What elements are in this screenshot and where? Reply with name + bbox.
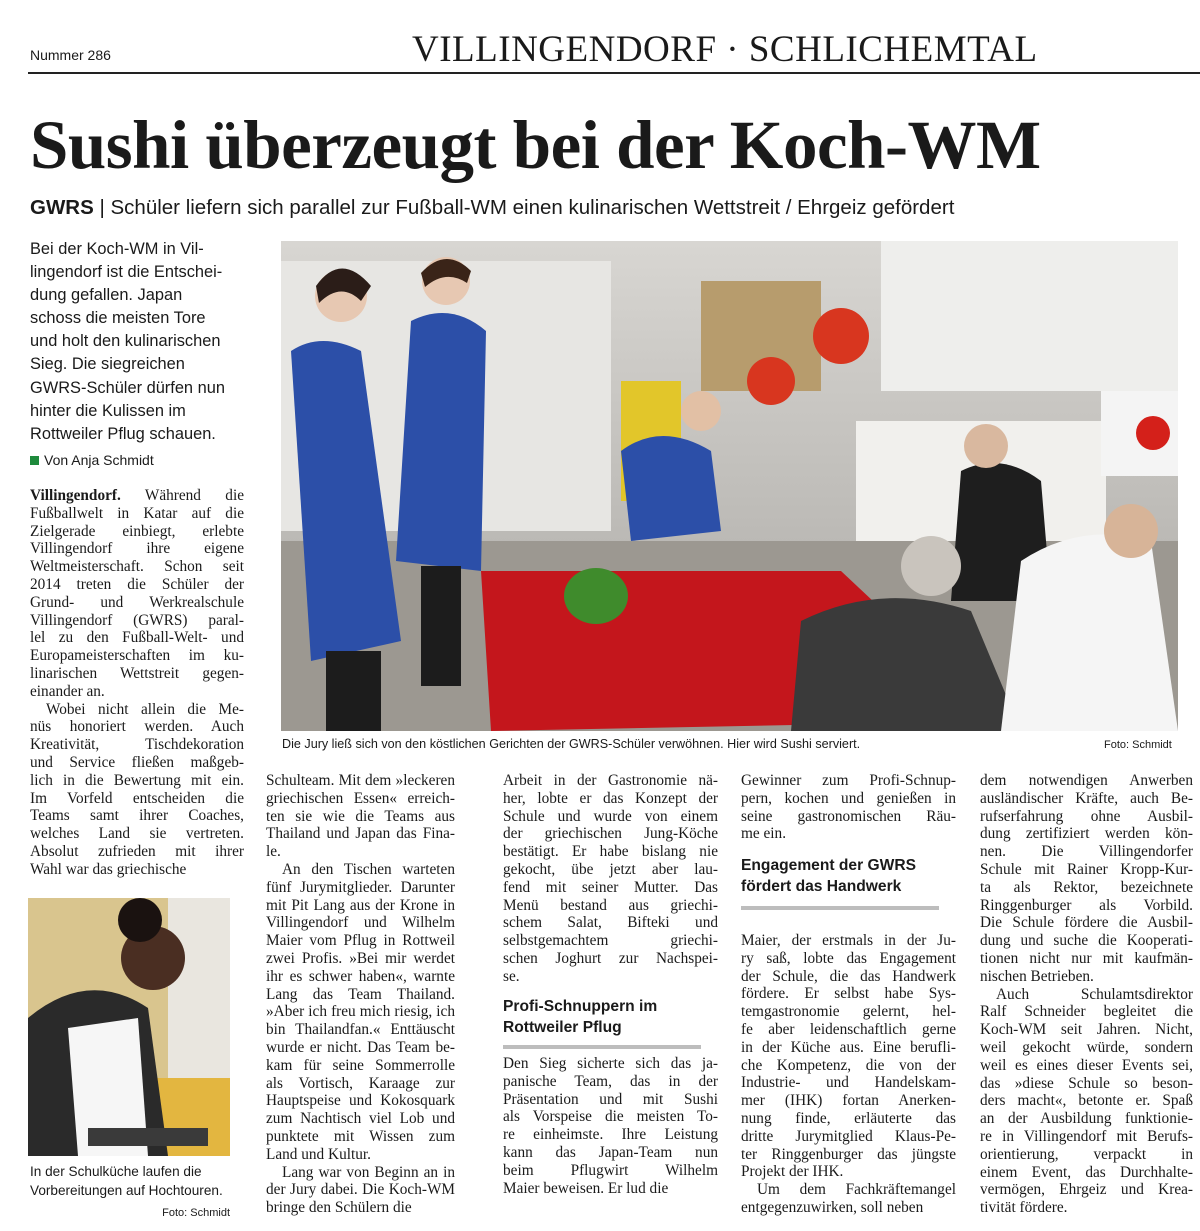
text-line: in der Küche aus. Eine berufli-	[741, 1038, 956, 1056]
lead-line: Sieg. Die siegreichen	[30, 355, 185, 374]
text-line: Um dem Fachkräftemangel	[757, 1181, 956, 1199]
text-line: fe aber leidenschaftlich gerne	[741, 1020, 956, 1038]
secondary-photo	[28, 898, 230, 1156]
section-title: VILLINGENDORF · SCHLICHEMTAL	[412, 29, 1038, 70]
text-line: dung und suche die Kooperati-	[980, 932, 1193, 950]
text-line: Gewinner zum Profi-Schnup-	[741, 772, 956, 789]
subheading-line: Rottweiler Pflug	[503, 1019, 622, 1036]
text-line: Europameisterschaften im ku-	[30, 647, 244, 665]
text-line: Schule mit Rainer Kropp-Kur-	[980, 860, 1193, 878]
text-line: der griechischen Jung-Köche	[503, 825, 718, 843]
text-line: Auch Schulamtsdirektor	[996, 985, 1193, 1003]
subheading-line: fördert das Handwerk	[741, 878, 902, 895]
text-line: Industrie- und Handelskam-	[741, 1074, 956, 1092]
text-line: lich in die Bewertung mit ein.	[30, 771, 244, 789]
text-line: tivität fördere.	[980, 1199, 1068, 1217]
text-line: ten sie wie die Teams aus	[266, 807, 455, 825]
text-line: ta als Rektor, bezeichnete	[980, 878, 1193, 896]
byline-text: Von Anja Schmidt	[44, 452, 154, 468]
text-line: nen. Die Villingendorfer	[980, 843, 1193, 861]
text-line: le.	[266, 843, 281, 861]
text-line: Schulteam. Mit dem »leckeren	[266, 772, 455, 789]
lead-line: Rottweiler Pflug schauen.	[30, 424, 216, 443]
text-line: einem Event, das Durchhalte-	[980, 1163, 1193, 1181]
text-line: ausländischer Kräfte, auch Be-	[980, 789, 1193, 807]
text-line: Fußballwelt in Katar auf die	[30, 504, 244, 522]
subheading-line: Profi-Schnuppern im	[503, 998, 658, 1015]
text-line: linarischen Wettstreit gegen-	[30, 664, 244, 682]
text-line: Villingendorf. Während die	[30, 487, 244, 504]
text-line: Kreativität, Tischdekoration	[30, 736, 244, 754]
lead-line: lingendorf ist die Entschei-	[30, 263, 223, 282]
text-line: beim Pflugwirt Wilhelm	[503, 1161, 718, 1179]
text-line: Arbeit in der Gastronomie nä-	[503, 772, 718, 789]
subheading-rule	[741, 906, 939, 910]
text-line: Im Vorfeld entscheiden die	[30, 789, 244, 807]
byline	[30, 452, 154, 468]
text-line: bestätigt. Er habe bislang nie	[503, 843, 718, 861]
text-line: ter Ringgenburger das jüngste	[741, 1145, 956, 1163]
lead-paragraph	[30, 238, 246, 446]
text-line: Teams samt ihrer Coaches,	[30, 807, 244, 825]
text-line: griechischen Essen« erreich-	[266, 789, 455, 807]
text-line: re einheimste. Ihre Leistung	[503, 1126, 718, 1144]
text-line: temgastronomie gelernt, hel-	[741, 1003, 956, 1021]
text-line: der Schule, die das Handwerk	[741, 967, 956, 985]
text-line: weil es eines dieser Events sei,	[980, 1056, 1193, 1074]
text-line: lel zu den Fußball-Welt- und	[30, 629, 244, 647]
text-line: Ringgenburger als Vorbild.	[980, 896, 1193, 914]
text-line: Absolut zufrieden mit ihrer	[30, 842, 244, 860]
column-2	[266, 772, 455, 1217]
text-line: dem notwendigen Anwerben	[980, 772, 1193, 789]
text-line: nischen Betrieben.	[980, 967, 1094, 985]
text-line: Präsentation und mit Sushi	[503, 1090, 718, 1108]
text-line: rufserfahrung ohne Ausbil-	[980, 807, 1193, 825]
text-line: kann das Japan-Team nun	[503, 1143, 718, 1161]
text-line: Thailand und Japan das Fina-	[266, 825, 455, 843]
text-line: mer (IHK) fortan Anerken-	[741, 1092, 956, 1110]
text-line: punktete mit Wissen zum	[266, 1127, 455, 1145]
column-1	[30, 487, 244, 879]
column-5	[980, 772, 1193, 1217]
text-line: Villingendorf ihre eigene	[30, 540, 244, 558]
text-line: seine gastronomischen Räu-	[741, 807, 956, 825]
text-line: 2014 treten die Schüler der	[30, 575, 244, 593]
text-line: Land und Kultur.	[266, 1145, 371, 1163]
text-line: Die Schule fördere die Ausbil-	[980, 914, 1193, 932]
text-line: Den Sieg sicherte sich das ja-	[503, 1055, 718, 1072]
text-line: tionen nicht nur mit kaufmän-	[980, 949, 1193, 967]
text-line: wurde er nicht. Das Team be-	[266, 1038, 455, 1056]
text-line: zum Nachtisch viel Lob und	[266, 1110, 455, 1128]
text-line: das »diese Schule so beson-	[980, 1074, 1193, 1092]
headline: Sushi überzeugt bei der Koch-WM	[30, 107, 1041, 183]
text-line: als Vorspeise die meisten To-	[503, 1108, 718, 1126]
text-line: Maier vom Pflug in Rottweil	[266, 932, 455, 950]
main-photo-credit: Foto: Schmidt	[1104, 739, 1172, 751]
text-line: entgegenzuwirken, soll neben	[741, 1198, 924, 1216]
text-line: dritte Jurymitglied Klaus-Pe-	[741, 1127, 956, 1145]
text-line: Weltmeisterschaft. Schon seit	[30, 558, 244, 576]
main-photo-caption: Die Jury ließ sich von den köstlichen Gerichten der GWRS-Schüler verwöhnen. Hier wird Sushi serviert.	[282, 737, 861, 751]
text-line: panische Team, das in der	[503, 1072, 718, 1090]
secondary-caption-text: In der Schulküche laufen die Vorbereitungen auf Hochtouren.	[30, 1164, 223, 1198]
text-line: welches Land sie vertreten.	[30, 825, 244, 843]
text-line: fördere. Er selbst habe Sys-	[741, 985, 956, 1003]
text-line: fünf Jurymitglieder. Darunter	[266, 878, 455, 896]
text-line: gekocht, übe jetzt aber lau-	[503, 860, 718, 878]
text-line: Lang das Team Thailand.	[266, 985, 455, 1003]
text-line: bringe den Schülern die	[266, 1199, 412, 1217]
text-line: mit Pit Lang aus der Krone in	[266, 896, 455, 914]
text-line: orientierung, verpackt in	[980, 1145, 1193, 1163]
text-line: ry saß, lobte das Engagement	[741, 949, 956, 967]
text-line: als Vortisch, Karaage zur	[266, 1074, 455, 1092]
text-line: weil gekocht würde, sondern	[980, 1038, 1193, 1056]
text-line: Wobei nicht allein die Me-	[46, 700, 244, 718]
text-line: »Aber ich freu mich riesig, ich	[266, 1003, 455, 1021]
text-line: Hauptspeise und Kokosquark	[266, 1092, 455, 1110]
text-line: Lang war von Beginn an in	[282, 1163, 455, 1181]
text-line: und Service fließen maßgeb-	[30, 753, 244, 771]
text-line: nüs honoriert werden. Auch	[30, 718, 244, 736]
column-4	[741, 772, 956, 843]
subheading-rule	[503, 1045, 701, 1049]
subheading-profi-schnuppern	[503, 996, 657, 1038]
text-line: vermögen, Ehrgeiz und Krea-	[980, 1181, 1193, 1199]
text-line: Ralf Schneider begleitet die	[980, 1003, 1193, 1021]
text-line: se.	[503, 967, 520, 985]
lead-line: dung gefallen. Japan	[30, 286, 183, 305]
subheadline-text: Schüler liefern sich parallel zur Fußball-WM einen kulinarischen Wettstreit / Ehrgeiz gefördert	[110, 196, 955, 219]
text-line: zwei Profis. »Bei mir werdet	[266, 949, 455, 967]
text-line: Projekt der IHK.	[741, 1163, 844, 1181]
text-line: an der Ausbildung funktionie-	[980, 1110, 1193, 1128]
text-line: schem Salat, Bifteki und	[503, 914, 718, 932]
text-line: her, lobte er das Konzept der	[503, 789, 718, 807]
text-line: Maier beweisen. Er lud die	[503, 1179, 669, 1197]
issue-number: Nummer 286	[30, 47, 111, 63]
text-line: pern, kochen und genießen in	[741, 789, 956, 807]
lead-line: schoss die meisten Tore	[30, 309, 206, 328]
header-rule	[28, 72, 1200, 74]
subheading-engagement	[741, 855, 916, 897]
subheading-line: Engagement der GWRS	[741, 857, 917, 874]
lead-line: und holt den kulinarischen	[30, 332, 221, 351]
text-line: einander an.	[30, 682, 105, 700]
text-line: An den Tischen warteten	[282, 860, 455, 878]
text-line: re in Villingendorf mit Berufs-	[980, 1127, 1193, 1145]
text-line: che Kompetenz, die von der	[741, 1056, 956, 1074]
text-line: Villingendorf (GWRS) paral-	[30, 611, 244, 629]
main-photo	[281, 241, 1178, 731]
text-line: Menü bestand aus griechi-	[503, 896, 718, 914]
text-line: Maier, der erstmals in der Ju-	[741, 932, 956, 949]
text-line: bin Thailandfan.« Enttäuscht	[266, 1021, 455, 1039]
text-line: fend mit seiner Mutter. Das	[503, 878, 718, 896]
secondary-photo-caption	[30, 1162, 230, 1223]
text-line: nung finde, erläuterte das	[741, 1109, 956, 1127]
subheadline: GWRS | Schüler liefern sich parallel zur Fußball-WM einen kulinarischen Wettstreit / Ehrgeiz gefördert	[30, 196, 955, 219]
text-line: Villingendorf und Wilhelm	[266, 914, 455, 932]
kicker: GWRS	[30, 196, 94, 219]
text-line: dung zertifiziert werden kön-	[980, 825, 1193, 843]
text-line: Schule und wurde von einem	[503, 807, 718, 825]
text-line: selbstgemachtem griechi-	[503, 932, 718, 950]
text-line: der Jury dabei. Die Koch-WM	[266, 1181, 455, 1199]
text-line: me ein.	[741, 825, 787, 843]
text-line: Koch-WM seit Jahren. Nicht,	[980, 1021, 1193, 1039]
column-4-continued	[741, 932, 956, 1217]
lead-line: Bei der Koch-WM in Vil-	[30, 240, 204, 258]
lead-line: hinter die Kulissen im	[30, 401, 186, 420]
text-line: Grund- und Werkrealschule	[30, 593, 244, 611]
text-line: ders macht«, betonte er. Spaß	[980, 1092, 1193, 1110]
text-line: ihr es schwer haben«, warnte	[266, 967, 455, 985]
text-line: Wahl war das griechische	[30, 860, 187, 878]
column-3-continued	[503, 1055, 718, 1197]
column-3	[503, 772, 718, 986]
byline-square-icon	[30, 456, 39, 465]
secondary-photo-credit: Foto: Schmidt	[162, 1207, 230, 1219]
text-line: kam für seine Sommerrolle	[266, 1056, 455, 1074]
text-line: Zielgerade einbiegt, erlebte	[30, 522, 244, 540]
lead-line: GWRS-Schüler dürfen nun	[30, 378, 225, 397]
text-line: schen Joghurt zur Nachspei-	[503, 949, 718, 967]
